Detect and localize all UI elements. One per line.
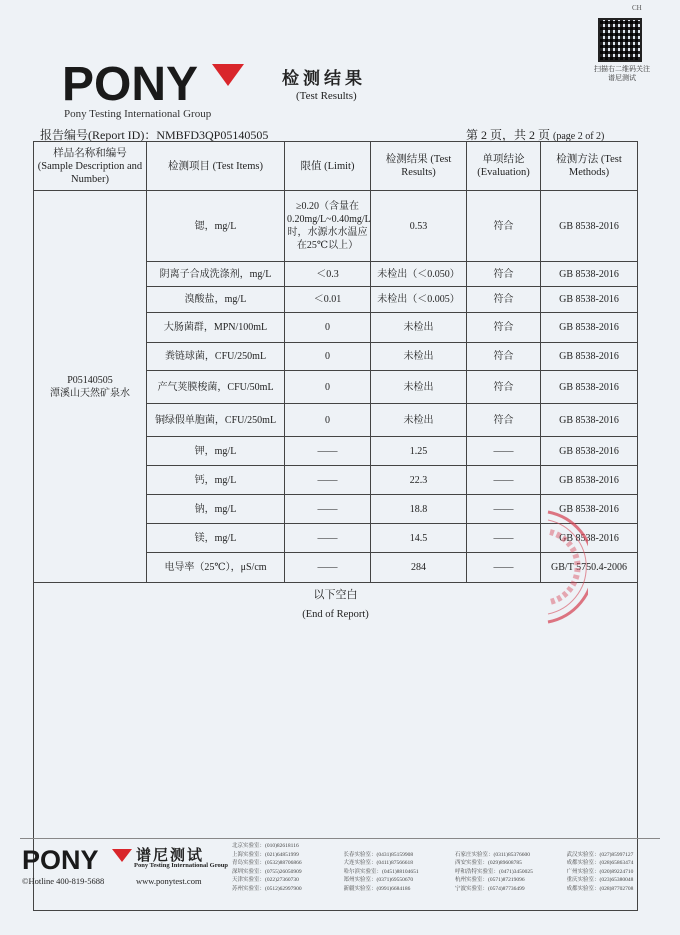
lab-entry — [344, 842, 452, 851]
qr-code-icon — [598, 18, 642, 62]
method-cell: GB 8538-2016 — [541, 404, 638, 437]
evaluation-cell: 符合 — [467, 313, 541, 343]
evaluation-cell: 符合 — [467, 191, 541, 262]
limit-cell: —— — [285, 437, 371, 466]
table-header-row — [34, 142, 638, 191]
result-cell: 未检出（＜0.005） — [371, 287, 467, 313]
page-number-cn: 第 2 页，共 2 页 — [466, 128, 551, 142]
method-cell: GB 8538-2016 — [541, 437, 638, 466]
method-cell: GB 8538-2016 — [541, 287, 638, 313]
evaluation-cell: —— — [467, 466, 541, 495]
hotline-text: Hotline 400-819-5688 — [28, 876, 105, 886]
sample-cell — [34, 191, 147, 583]
result-cell: 0.53 — [371, 191, 467, 262]
evaluation-cell: 符合 — [467, 287, 541, 313]
seal-stamp-icon — [488, 508, 588, 626]
pony-logo — [62, 60, 244, 106]
lab-entry: 大连实验室：(0411)87566618 — [343, 860, 413, 866]
sample-name: 潭溪山天然矿泉水 — [50, 387, 130, 399]
evaluation-cell: —— — [467, 437, 541, 466]
lab-entry: 武汉实验室：(027)85997127 — [566, 851, 634, 858]
evaluation-cell: —— — [467, 524, 541, 553]
limit-cell: ＜0.01 — [285, 287, 371, 313]
qr-caption: 扫描右二维码关注谱尼测试 — [594, 65, 650, 82]
item-cell: 钠，mg/L — [147, 495, 285, 524]
sample-id: P05140505 — [67, 374, 113, 386]
lab-entry: 宁波实验室：(0574)87736499 — [455, 885, 525, 892]
footer-hotline — [22, 876, 104, 886]
evaluation-cell: —— — [467, 553, 541, 583]
result-cell: 1.25 — [371, 437, 467, 466]
method-cell: GB 8538-2016 — [541, 343, 638, 371]
result-cell: 未检出（＜0.050） — [371, 262, 467, 287]
item-cell: 阴离子合成洗涤剂，mg/L — [147, 262, 285, 287]
lab-entry — [567, 842, 675, 851]
logo-tagline: Pony Testing International Group — [64, 108, 212, 120]
method-cell: GB 8538-2016 — [541, 191, 638, 262]
footer-logo-accent-triangle — [112, 849, 132, 862]
method-cell: GB 8538-2016 — [541, 313, 638, 343]
limit-cell: ＜0.3 — [285, 262, 371, 287]
limit-cell: 0 — [285, 404, 371, 437]
limit-cell: —— — [285, 553, 371, 583]
lab-entry: 广州实验室：(020)89224710 — [566, 868, 634, 875]
item-cell: 铜绿假单胞菌，CFU/250mL — [147, 404, 285, 437]
method-cell: GB 8538-2016 — [541, 371, 638, 404]
header-evaluation: 单项结论 (Evaluation) — [467, 142, 541, 191]
item-cell: 钙，mg/L — [147, 466, 285, 495]
limit-cell: —— — [285, 524, 371, 553]
item-cell: 产气荚膜梭菌，CFU/50mL — [147, 371, 285, 404]
lab-entry: 重庆实验室：(023)65380048 — [566, 877, 634, 883]
page-title-en: (Test Results) — [296, 90, 357, 102]
lab-entry: 长春实验室：(0431)85159908 — [343, 851, 414, 858]
header-sample: 样品名称和编号 (Sample Description and Number) — [34, 142, 147, 191]
result-cell: 14.5 — [371, 524, 467, 553]
footer-logo-text: PONY — [22, 846, 99, 872]
report-id-value: NMBFD3QP05140505 — [156, 128, 269, 142]
result-cell: 22.3 — [371, 466, 467, 495]
lab-entry: 天津实验室：(022)27360730 — [232, 877, 299, 883]
logo-accent-triangle — [212, 64, 244, 86]
header-results: 检测结果 (Test Results) — [371, 142, 467, 191]
footer-pony-logo — [22, 846, 132, 872]
corner-code: CH — [632, 4, 642, 12]
method-cell: GB 8538-2016 — [541, 466, 638, 495]
evaluation-cell: 符合 — [467, 404, 541, 437]
lab-entry — [455, 842, 563, 851]
lab-entry: 青岛实验室：(0532)88706866 — [232, 860, 302, 866]
evaluation-cell: 符合 — [467, 343, 541, 371]
end-of-report-cn: 以下空白 — [313, 589, 358, 601]
limit-cell: ≥0.20（含量在0.20mg/L~0.40mg/L时，水源水水温应在25℃以上） — [285, 191, 371, 262]
item-cell: 钾，mg/L — [147, 437, 285, 466]
header-limit: 限值 (Limit) — [285, 142, 371, 191]
footer-name-cn: 谱尼测试 — [136, 848, 205, 864]
lab-entry: 西安实验室：(029)89608785 — [455, 860, 522, 866]
lab-entry: 上海实验室：(021)64851999 — [232, 851, 299, 858]
result-cell: 未检出 — [371, 404, 467, 437]
item-cell: 锶，mg/L — [147, 191, 285, 262]
lab-directory — [232, 842, 674, 893]
method-cell: GB 8538-2016 — [541, 524, 638, 553]
lab-entry: 北京实验室：(010)82618116 — [232, 843, 299, 849]
logo-text: PONY — [62, 60, 199, 106]
item-cell: 电导率（25℃），μS/cm — [147, 553, 285, 583]
limit-cell: 0 — [285, 343, 371, 371]
limit-cell: 0 — [285, 313, 371, 343]
lab-entry: 呼和浩特实验室：(0471)3450025 — [455, 868, 533, 875]
item-cell: 镁，mg/L — [147, 524, 285, 553]
page-number-en: (page 2 of 2) — [553, 131, 605, 142]
item-cell: 粪链球菌，CFU/250mL — [147, 343, 285, 371]
result-cell: 未检出 — [371, 371, 467, 404]
evaluation-cell: 符合 — [467, 371, 541, 404]
header-items: 检测项目 (Test Items) — [147, 142, 285, 191]
method-cell: GB/T 5750.4-2006 — [541, 553, 638, 583]
item-cell: 溴酸盐，mg/L — [147, 287, 285, 313]
lab-entry: 成都实验室：(028)87702708 — [566, 885, 634, 892]
lab-entry: 成都实验室：(028)65863474 — [566, 860, 634, 866]
phone-icon: © — [22, 876, 29, 886]
lab-entry: 杭州实验室：(0571)87219096 — [455, 877, 525, 883]
lab-entry: 哈尔滨实验室：(0451)88104651 — [343, 868, 419, 875]
lab-entry: 石家庄实验室：(0311)85376600 — [455, 851, 530, 858]
page-title-cn: 检测结果 — [282, 69, 366, 88]
evaluation-cell: —— — [467, 495, 541, 524]
footer-name-en: Pony Testing International Group — [134, 862, 228, 869]
result-cell: 未检出 — [371, 313, 467, 343]
lab-entry: 苏州实验室：(0512)62997900 — [232, 885, 302, 892]
footer-divider — [20, 838, 660, 839]
limit-cell: —— — [285, 495, 371, 524]
evaluation-cell: 符合 — [467, 262, 541, 287]
item-cell: 大肠菌群，MPN/100mL — [147, 313, 285, 343]
header-methods: 检测方法 (Test Methods) — [541, 142, 638, 191]
limit-cell: 0 — [285, 371, 371, 404]
method-cell: GB 8538-2016 — [541, 262, 638, 287]
method-cell: GB 8538-2016 — [541, 495, 638, 524]
lab-entry: 深圳实验室：(0755)26050909 — [232, 868, 302, 875]
result-cell: 未检出 — [371, 343, 467, 371]
footer-website: www.ponytest.com — [136, 876, 202, 886]
lab-entry: 郑州实验室：(0371)69550670 — [343, 877, 414, 883]
table-row — [34, 191, 638, 262]
result-cell: 18.8 — [371, 495, 467, 524]
limit-cell: —— — [285, 466, 371, 495]
result-cell: 284 — [371, 553, 467, 583]
end-of-report-en: (End of Report) — [302, 609, 369, 620]
lab-entry: 新疆实验室：(0991)6684186 — [343, 885, 411, 892]
report-id-label: 报告编号(Report ID)： — [40, 128, 157, 142]
